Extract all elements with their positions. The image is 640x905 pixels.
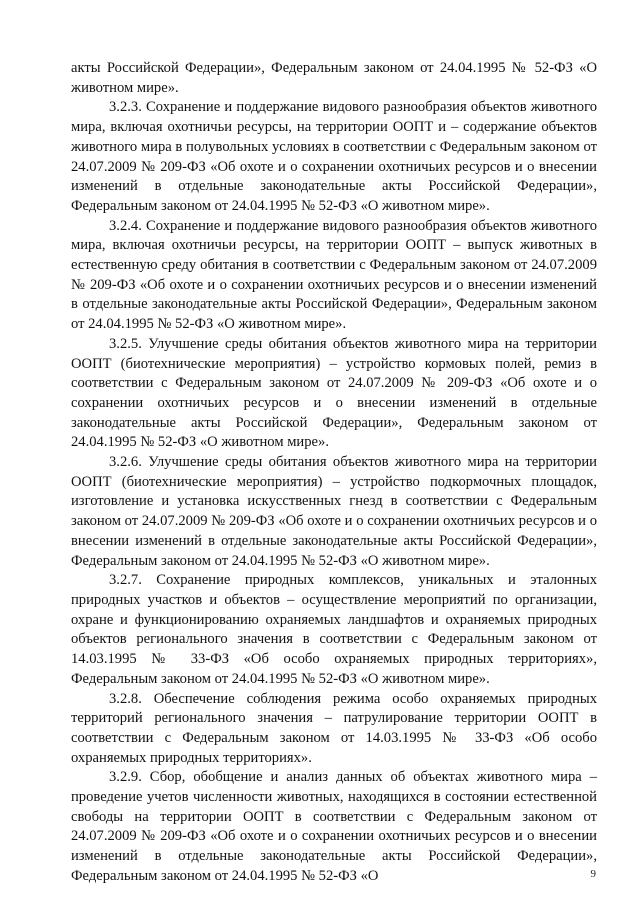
paragraph-3-2-3: 3.2.3. Сохранение и поддержание видового разнообразия объектов животного мира, включая охотничьи ресурсы, на территории ООПТ и – содержание объектов животного мира в полувольных условиях в соответствии с Федеральным законом от 24.07.2009 № 209-ФЗ «Об охоте и о сохранении охотничьих ресурсов и о внесении изменений в отдельные законодательные акты Российской Федерации», Федеральным законом от 24.04.1995 № 52-ФЗ «О животном мире». bbox=[71, 99, 597, 214]
paragraph-continuation: акты Российской Федерации», Федеральным законом от 24.04.1995 № 52-ФЗ «О животном мире». bbox=[71, 60, 597, 96]
paragraph-3-2-9: 3.2.9. Сбор, обобщение и анализ данных об объектах животного мира – проведение учетов численности животных, находящихся в состоянии естественной свободы на территории ООПТ в соответствии с Федеральным законом от 24.07.2009 № 209-ФЗ «Об охоте и о сохранении охотничьих ресурсов и о внесении изменений в отдельные законодательные акты Российской Федерации», Федеральным законом от 24.04.1995 № 52-ФЗ «О bbox=[71, 769, 597, 884]
paragraph-3-2-5: 3.2.5. Улучшение среды обитания объектов животного мира на территории ООПТ (биотехнические мероприятия) – устройство кормовых полей, ремиз в соответствии с Федеральным законом от 24.07.2009 № 209-ФЗ «Об охоте и о сохранении охотничьих ресурсов и о внесении изменений в отдельные законодательные акты Российской Федерации», Федеральным законом от 24.04.1995 № 52-ФЗ «О животном мире». bbox=[71, 335, 597, 451]
paragraph-3-2-8: 3.2.8. Обеспечение соблюдения режима особо охраняемых природных территорий регионального значения – патрулирование территории ООПТ в соответствии с Федеральным законом от 14.03.1995 № 33-ФЗ «Об особо охраняемых природных территориях». bbox=[71, 690, 597, 766]
paragraph-3-2-7: 3.2.7. Сохранение природных комплексов, уникальных и эталонных природных участков и объектов – осуществление мероприятий по организации, охране и функционированию охраняемых ландшафтов и охраняемых природных объектов регионального значения в соответствии с Федеральным законом от 14.03.1995 № 33-ФЗ «Об особо охраняемых природных территориях», Федеральным законом от 24.04.1995 № 52-ФЗ «О животном мире». bbox=[71, 572, 597, 687]
page-number: 9 bbox=[590, 868, 596, 880]
paragraph-3-2-4: 3.2.4. Сохранение и поддержание видового разнообразия объектов животного мира, включая охотничьи ресурсы, на территории ООПТ – выпуск животных в естественную среду обитания в соответствии с Федеральным законом от 24.07.2009 № 209-ФЗ «Об охоте и о сохранении охотничьих ресурсов и о внесении изменений в отдельные законодательные акты Российской Федерации», Федеральным законом от 24.04.1995 № 52-ФЗ «О животном мире». bbox=[71, 217, 597, 333]
paragraph-3-2-6: 3.2.6. Улучшение среды обитания объектов животного мира на территории ООПТ (биотехнические мероприятия) – устройство подкормочных площадок, изготовление и установка искусственных гнезд в соответствии с Федеральным законом от 24.07.2009 № 209-ФЗ «Об охоте и о сохранении охотничьих ресурсов и о внесении изменений в отдельные законодательные акты Российской Федерации», Федеральным законом от 24.04.1995 № 52-ФЗ «О животном мире». bbox=[71, 454, 597, 569]
document-page bbox=[71, 59, 597, 887]
